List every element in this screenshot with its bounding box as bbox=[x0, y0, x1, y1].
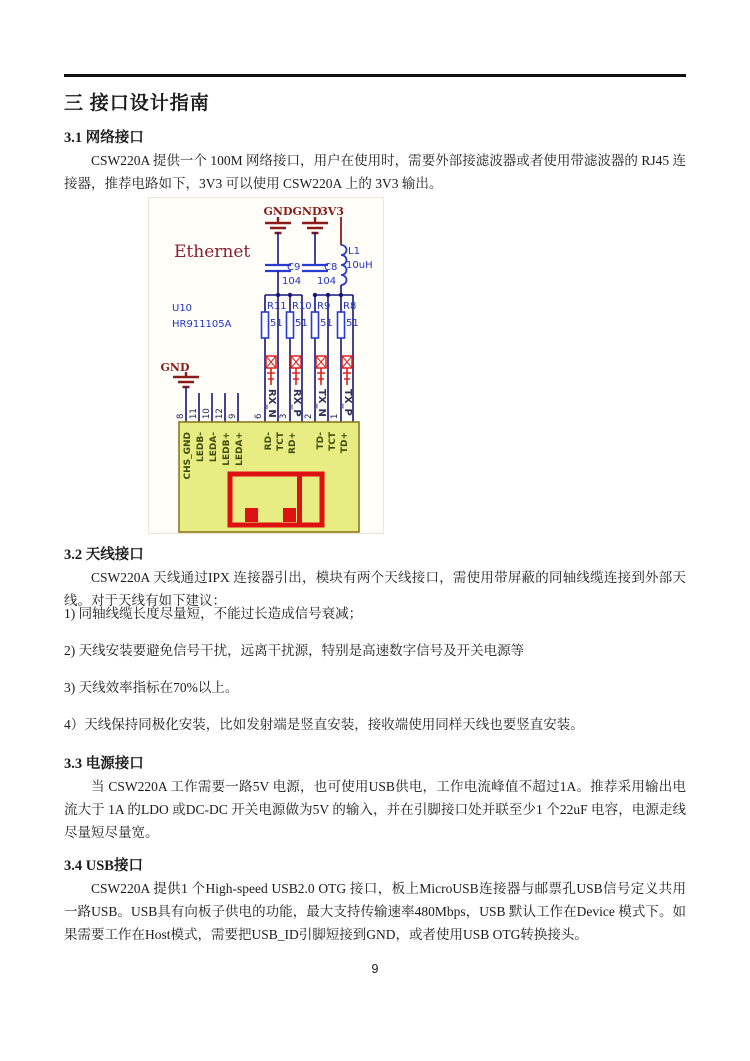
schematic-title: Ethernet bbox=[174, 242, 251, 262]
gnd3-label: GND bbox=[160, 361, 190, 374]
net-flag-icon bbox=[316, 356, 326, 385]
antenna-list-item: 3) 天线效率指标在70%以上。 bbox=[64, 680, 239, 695]
r10-value: 51 bbox=[295, 318, 308, 329]
c8-name: C8 bbox=[324, 262, 338, 273]
gnd1-label: GND bbox=[263, 205, 293, 218]
ethernet-schematic-figure bbox=[148, 197, 384, 534]
paragraph-power: 当 CSW220A 工作需要一路5V 电源，也可使用USB供电，工作电流峰值不超过1A。推荐采用输出电流大于 1A 的LDO 或DC-DC 开关电源做为5V 的输入，并在引脚接口处并联至少1 个22uF 电容，电源走线尽量短尽量宽。 bbox=[64, 779, 686, 840]
gnd3-earth-icon bbox=[173, 372, 199, 387]
connector-pin-label: LEDB- bbox=[196, 432, 206, 462]
component-ref: U10 bbox=[172, 303, 193, 314]
pin-number: 1 bbox=[330, 413, 340, 419]
r8-value: 51 bbox=[346, 318, 359, 329]
signal-name-txp: TX_P bbox=[342, 389, 353, 416]
inductor-name: L1 bbox=[348, 246, 360, 257]
pin-number: 6 bbox=[254, 413, 264, 419]
pin-number: 9 bbox=[228, 413, 238, 419]
connector-pin-label: CHS_GND bbox=[183, 432, 193, 480]
v33-label: 3V3 bbox=[320, 205, 344, 218]
page-number: 9 bbox=[371, 962, 379, 976]
net-flag-icon bbox=[291, 356, 301, 385]
heading-antenna: 3.2 天线接口 bbox=[64, 547, 144, 563]
paragraph-antenna: CSW220A 天线通过IPX 连接器引出，模块有两个天线接口，需使用带屏蔽的同轴线缆连接到外部天线。对于天线有如下建议： bbox=[64, 570, 686, 608]
pin-number: 11 bbox=[189, 408, 199, 419]
heading-power: 3.3 电源接口 bbox=[64, 756, 144, 772]
gnd2-label: GND bbox=[292, 205, 322, 218]
signal-name-txn: TX_N bbox=[316, 389, 327, 417]
heading-usb: 3.4 USB接口 bbox=[64, 858, 143, 874]
signal-name-rxn: RX_N bbox=[266, 389, 277, 418]
signal-name-rxp: RX_P bbox=[291, 389, 302, 417]
heading-network: 3.1 网络接口 bbox=[64, 130, 144, 146]
r9-value: 51 bbox=[320, 318, 333, 329]
connector-pin-label: LEDA- bbox=[209, 432, 219, 463]
c8-value: 104 bbox=[317, 276, 337, 287]
pin-number: 3 bbox=[279, 413, 289, 419]
component-part: HR911105A bbox=[172, 319, 232, 330]
net-flag-icon bbox=[266, 356, 276, 385]
connector-pin-label: LEDA+ bbox=[235, 432, 245, 466]
r10-name: R10 bbox=[292, 301, 312, 312]
paragraph-usb: CSW220A 提供1 个High-speed USB2.0 OTG 接口，板上MicroUSB连接器与邮票孔USB信号定义共用一路USB。USB具有向板子供电的功能，最大支持传输速率480Mbps，USB 默认工作在Device 模式下。如果需要工作在Host模式，需要把USB_ID引脚短接到GND，或者使用USB OTG转换接头。 bbox=[64, 881, 686, 942]
antenna-list-item: 1) 同轴线缆长度尽量短，不能过长造成信号衰减； bbox=[64, 606, 363, 621]
gnd1-earth-icon bbox=[265, 217, 291, 233]
r11-name: R11 bbox=[267, 301, 287, 312]
inductor-value: 10uH bbox=[346, 260, 373, 271]
antenna-list-item: 4）天线保持同极化安装，比如发射端是竖直安装，接收端使用同样天线也要竖直安装。 bbox=[64, 717, 584, 732]
paragraph-network: CSW220A 提供一个 100M 网络接口，用户在使用时，需要外部接滤波器或者使用带滤波器的 RJ45 连接器，推荐电路如下，3V3 可以使用 CSW220A 上的 3V3 输出。 bbox=[64, 153, 686, 191]
r8-name: R8 bbox=[343, 301, 357, 312]
connector-pin-label: LEDB+ bbox=[222, 432, 232, 466]
connector-pin-label: RD+ bbox=[288, 432, 298, 454]
pin-number: 12 bbox=[215, 408, 225, 419]
connector-pin-label: TCT bbox=[276, 432, 286, 451]
connector-pin-label: RD- bbox=[264, 432, 274, 451]
connector-pin-label: TD- bbox=[316, 432, 326, 450]
pin-number: 10 bbox=[202, 408, 212, 419]
pin-number: 8 bbox=[176, 413, 186, 419]
pin-number: 2 bbox=[304, 413, 314, 419]
c9-value: 104 bbox=[282, 276, 302, 287]
header-rule bbox=[64, 74, 686, 77]
net-flag-icon bbox=[342, 356, 352, 385]
connector-pin-label: TD+ bbox=[340, 432, 350, 454]
connector-pin-label: TCT bbox=[328, 432, 338, 451]
r11-value: 51 bbox=[270, 318, 283, 329]
schematic-canvas bbox=[149, 198, 385, 535]
antenna-list-item: 2) 天线安装要避免信号干扰，远离干扰源，特别是高速数字信号及开关电源等 bbox=[64, 643, 525, 658]
c9-name: C9 bbox=[287, 262, 301, 273]
page-title: 三 接口设计指南 bbox=[64, 93, 210, 114]
gnd2-earth-icon bbox=[302, 217, 328, 233]
r9-name: R9 bbox=[317, 301, 331, 312]
